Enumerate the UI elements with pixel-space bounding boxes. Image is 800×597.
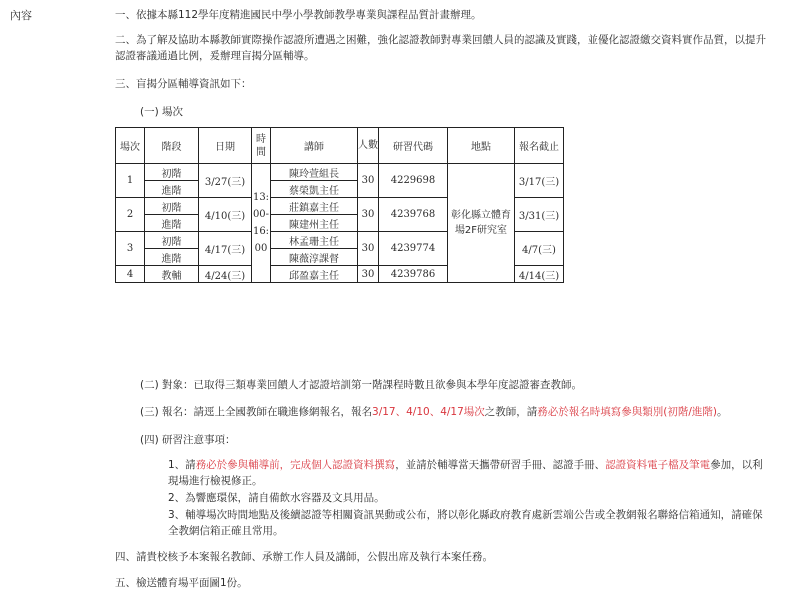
item-3: 三、盲揭分區輔導資訊如下： [115, 78, 252, 90]
cell-session: 3 [116, 232, 145, 266]
item-2-line-2: 認證審議通過比例，爰辦理盲揭分區輔導。 [115, 50, 315, 62]
header-location: 地點 [448, 128, 515, 164]
cell-session: 1 [116, 164, 145, 198]
cell-date: 4/17(三) [199, 232, 252, 266]
cell-date: 4/24(三) [199, 266, 252, 283]
cell-code: 4239768 [379, 198, 448, 232]
section-label: 內容 [10, 9, 32, 22]
registration-sessions: 3/17、4/10、4/17場次 [372, 406, 485, 418]
registration-requirement: 務必於報名時填寫參與類別(初階/進階) [537, 406, 718, 418]
subsection-registration [140, 404, 728, 419]
registration-text-e: 。 [717, 406, 728, 418]
cell-deadline: 3/31(三) [515, 198, 564, 232]
header-level: 階段 [145, 128, 199, 164]
cell-people: 30 [358, 232, 379, 266]
note-3-line-1: 3、輔導場次時間地點及後續認證等相關資訊異動或公布，將以彰化縣政府教育處新雲端公告或全教網報名聯絡信箱通知，請確保 [168, 509, 763, 521]
note-1-requirement: 務必於參與輔導前，完成個人認證資料撰寫 [195, 459, 396, 471]
item-4: 四、請貴校核予本案報名教師、承辦工作人員及講師，公假出席及執行本案任務。 [115, 551, 493, 563]
registration-text-a: (三) 報名：請逕上全國教師在職進修網報名，報名 [140, 406, 373, 418]
header-people: 人數 [358, 128, 379, 164]
cell-lecturer: 邱盈嘉主任 [271, 266, 358, 283]
cell-location: 彰化縣立體育場2F研究室 [448, 164, 515, 283]
note-3-line-2: 全教網信箱正確且常用。 [168, 525, 284, 537]
cell-time: 13:00-16:00 [252, 164, 271, 283]
header-lecturer: 講師 [271, 128, 358, 164]
note-1-text-e: 參加，以利 [710, 459, 763, 471]
table-row [116, 164, 564, 181]
cell-people: 30 [358, 164, 379, 198]
cell-level: 進階 [145, 181, 199, 198]
cell-lecturer: 林孟珊主任 [271, 232, 358, 249]
cell-people: 30 [358, 266, 379, 283]
header-code: 研習代碼 [379, 128, 448, 164]
cell-code: 4239786 [379, 266, 448, 283]
sessions-table [115, 127, 564, 283]
cell-session: 4 [116, 266, 145, 283]
cell-lecturer: 陳建州主任 [271, 215, 358, 232]
item-5: 五、檢送體育場平面圖1份。 [115, 577, 248, 589]
cell-level: 進階 [145, 249, 199, 266]
cell-level: 初階 [145, 164, 199, 181]
header-deadline: 報名截止 [515, 128, 564, 164]
table-header-row [116, 128, 564, 164]
cell-code: 4229698 [379, 164, 448, 198]
cell-deadline: 4/14(三) [515, 266, 564, 283]
cell-people: 30 [358, 198, 379, 232]
subsection-sessions: (一) 場次 [140, 106, 184, 118]
header-time: 時間 [252, 128, 271, 164]
cell-date: 4/10(三) [199, 198, 252, 232]
cell-session: 2 [116, 198, 145, 232]
cell-level: 初階 [145, 232, 199, 249]
cell-code: 4239774 [379, 232, 448, 266]
note-1-line-2: 現場進行檢視修正。 [168, 475, 263, 487]
cell-level: 初階 [145, 198, 199, 215]
cell-lecturer: 陳玲萱組長 [271, 164, 358, 181]
subsection-audience: (二) 對象：已取得三類專業回饋人才認證培訓第一階課程時數且欲參與本學年度認證審查教師。 [140, 379, 583, 391]
cell-date: 3/27(三) [199, 164, 252, 198]
registration-text-c: 之教師，請 [484, 406, 538, 418]
item-2-line-1: 二、為了解及協助本縣教師實際操作認證所遭遇之困難，強化認證教師對專業回饋人員的認識及實踐，並優化認證繳交資料實作品質，以提升 [115, 34, 766, 46]
cell-lecturer: 莊鎮嘉主任 [271, 198, 358, 215]
note-1-equipment: 認證資料電子檔及筆電 [605, 459, 711, 471]
note-1-text-a: 1、請 [168, 459, 196, 471]
item-1: 一、依據本縣112學年度精進國民中學小學教師教學專業與課程品質計畫辦理。 [115, 9, 482, 21]
header-date: 日期 [199, 128, 252, 164]
cell-level: 進階 [145, 215, 199, 232]
cell-lecturer: 蔡榮凱主任 [271, 181, 358, 198]
cell-deadline: 4/7(三) [515, 232, 564, 266]
header-session: 場次 [116, 128, 145, 164]
cell-lecturer: 陳薇淳課督 [271, 249, 358, 266]
cell-level: 教輔 [145, 266, 199, 283]
note-1-line-1 [168, 457, 763, 472]
note-1-text-c: ，並請於輔導當天攜帶研習手冊、認證手冊、 [395, 459, 606, 471]
subsection-notes: (四) 研習注意事項： [140, 434, 236, 446]
note-2: 2、為響應環保，請自備飲水容器及文具用品。 [168, 492, 385, 504]
cell-deadline: 3/17(三) [515, 164, 564, 198]
